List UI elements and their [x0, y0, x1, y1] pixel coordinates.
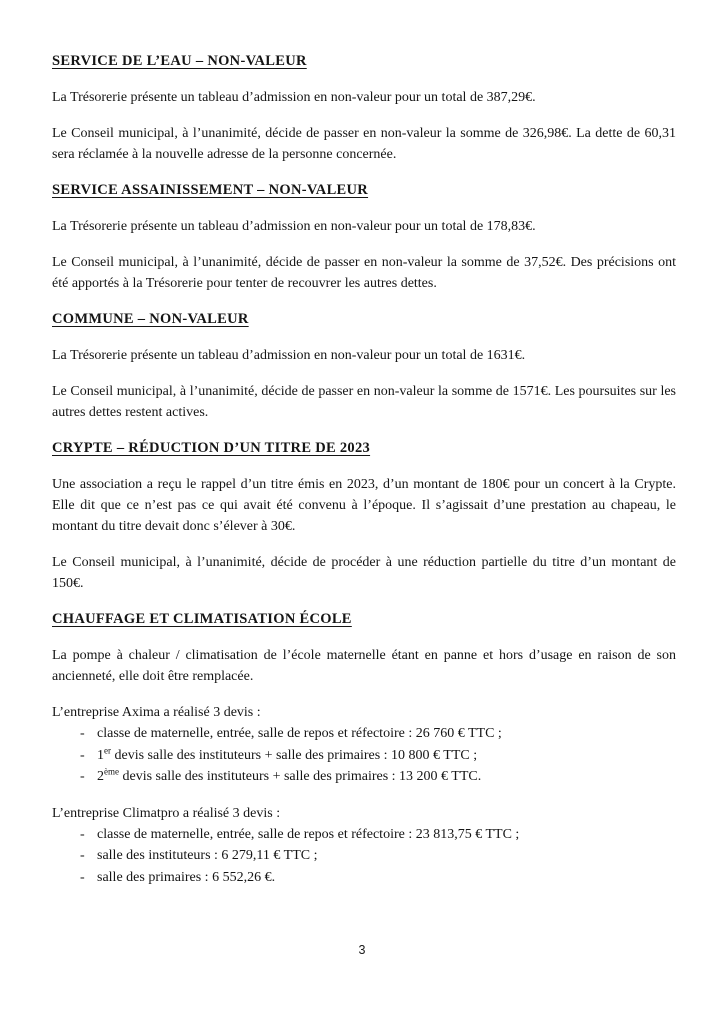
paragraph: La Trésorerie présente un tableau d’admission en non-valeur pour un total de 1631€. [52, 348, 526, 363]
section-heading: SERVICE DE L’EAU – NON-VALEUR [52, 53, 307, 69]
list-item-text: 1er devis salle des instituteurs + salle des primaires : 10 800 € TTC ; [97, 744, 478, 763]
dash-bullet: - [80, 848, 85, 863]
list-item [52, 766, 676, 788]
list-item-text: classe de maternelle, entrée, salle de repos et réfectoire : 23 813,75 € TTC ; [97, 826, 520, 842]
list-item [52, 845, 676, 867]
section-chauffage-climatisation-ecole [52, 609, 676, 888]
paragraph: Le Conseil municipal, à l’unanimité, décide de passer en non-valeur la somme de 1571€. Les poursuites sur les autres dettes restent actives. [52, 384, 676, 420]
section-heading: CHAUFFAGE ET CLIMATISATION ÉCOLE [52, 611, 352, 627]
devis-list-climatpro [52, 824, 676, 889]
paragraph: Une association a reçu le rappel d’un titre émis en 2023, d’un montant de 180€ pour un concert à la Crypte. Elle dit que ce n’est pas ce qui avait été convenu à l’époque. Il s’agissait d’une prestation au chapeau, le montant du titre devait donc s’élever à 30€. [52, 477, 676, 534]
list-item-text: salle des primaires : 6 552,26 €. [97, 869, 276, 885]
section-heading: CRYPTE – RÉDUCTION D’UN TITRE DE 2023 [52, 440, 371, 456]
devis-axima [52, 702, 676, 788]
section-service-eau-non-valeur [52, 51, 676, 165]
paragraph: La pompe à chaleur / climatisation de l’école maternelle étant en panne et hors d’usage en raison de son ancienneté, elle doit être remplacée. [52, 648, 676, 684]
list-item-text: 2ème devis salle des instituteurs + salle des primaires : 13 200 € TTC. [97, 766, 482, 784]
dash-bullet: - [80, 826, 85, 842]
list-item [52, 723, 676, 745]
dash-bullet: - [80, 726, 85, 741]
dash-bullet: - [80, 769, 85, 784]
dash-bullet: - [80, 747, 85, 763]
dash-bullet: - [80, 869, 85, 885]
paragraph: Le Conseil municipal, à l’unanimité, décide de procéder à une réduction partielle du titre d’un montant de 150€. [52, 555, 676, 591]
section-heading: COMMUNE – NON-VALEUR [52, 311, 249, 327]
paragraph: La Trésorerie présente un tableau d’admission en non-valeur pour un total de 178,83€. [52, 219, 536, 234]
paragraph: La Trésorerie présente un tableau d’admission en non-valeur pour un total de 387,29€. [52, 90, 536, 105]
devis-list-axima [52, 723, 676, 788]
list-item-text: salle des instituteurs : 6 279,11 € TTC ; [97, 848, 318, 863]
list-item [52, 867, 676, 889]
paragraph: Le Conseil municipal, à l’unanimité, décide de passer en non-valeur la somme de 37,52€. Des précisions ont été apportés à la Trésorerie pour tenter de recouvrer les autres dettes. [52, 255, 676, 291]
section-crypte-reduction-titre-2023 [52, 438, 676, 594]
section-heading: SERVICE ASSAINISSEMENT – NON-VALEUR [52, 182, 369, 198]
paragraph: Le Conseil municipal, à l’unanimité, décide de passer en non-valeur la somme de 326,98€. La dette de 60,31 sera réclamée à la nouvelle adresse de la personne concernée. [52, 126, 676, 162]
section-service-assainissement-non-valeur [52, 180, 676, 294]
section-commune-non-valeur [52, 309, 676, 423]
devis-climatpro [52, 803, 676, 889]
devis-intro: L’entreprise Axima a réalisé 3 devis : [52, 705, 261, 720]
list-item [52, 745, 676, 767]
page-footer [0, 941, 724, 959]
page-number: 3 [358, 943, 366, 957]
list-item [52, 824, 676, 846]
devis-intro: L’entreprise Climatpro a réalisé 3 devis : [52, 805, 281, 821]
list-item-text: classe de maternelle, entrée, salle de repos et réfectoire : 26 760 € TTC ; [97, 726, 502, 741]
